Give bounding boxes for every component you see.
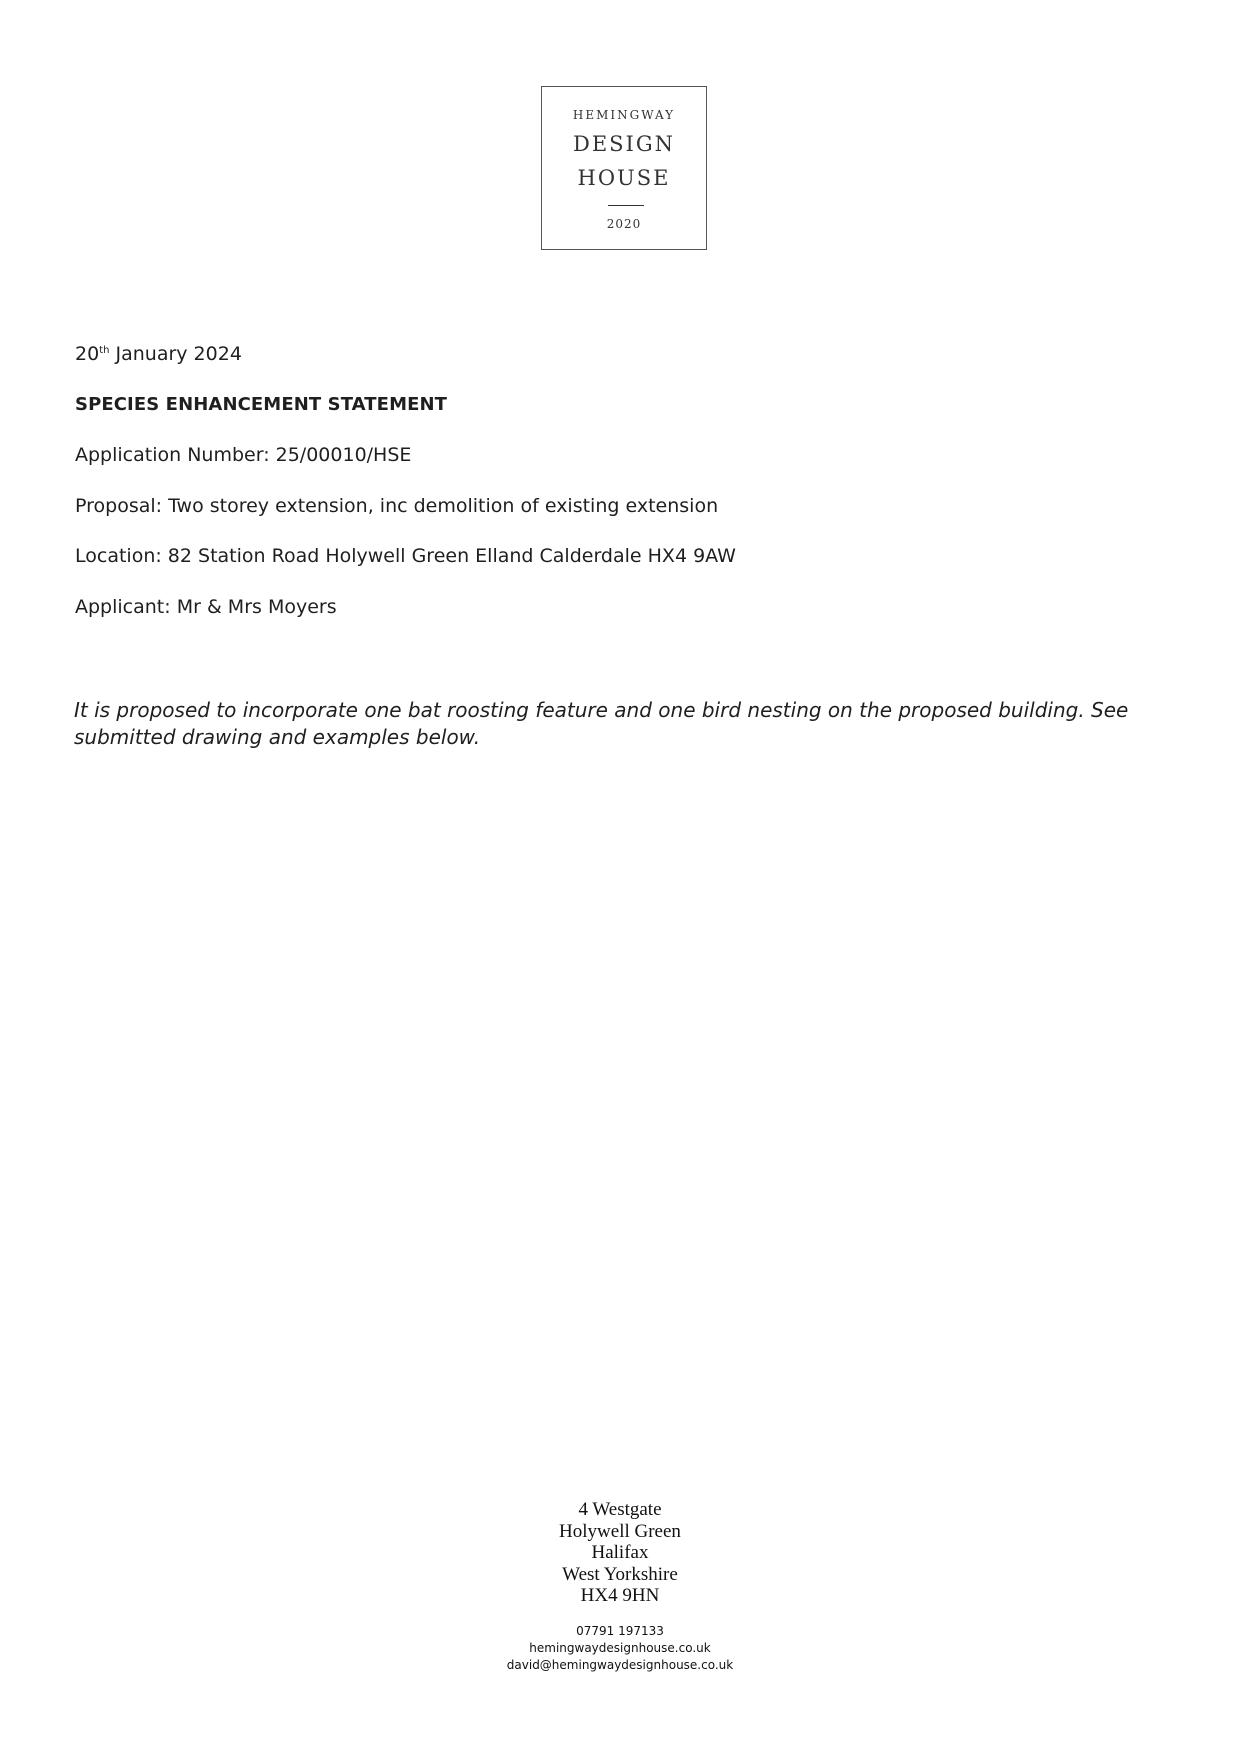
date-month-year: January 2024 (109, 343, 242, 365)
footer-phone: 07791 197133 (576, 1624, 664, 1638)
statement-heading: SPECIES ENHANCEMENT STATEMENT (75, 394, 448, 415)
address-line: Holywell Green (559, 1520, 681, 1542)
logo-year: 2020 (606, 217, 642, 231)
logo-line-hemingway: HEMINGWAY (572, 108, 676, 122)
proposal: Proposal: Two storey extension, inc demolition of existing extension (75, 495, 719, 517)
application-number: Application Number: 25/00010/HSE (75, 444, 412, 466)
address-line: 4 Westgate (578, 1499, 662, 1520)
date-suffix: th (99, 345, 110, 356)
address-line: West Yorkshire (562, 1563, 678, 1585)
applicant: Applicant: Mr & Mrs Moyers (75, 596, 337, 618)
footer-address (420, 1499, 820, 1607)
address-line: Halifax (591, 1542, 649, 1563)
address-line: HX4 9HN (580, 1585, 660, 1606)
footer-contact (420, 1623, 820, 1674)
footer-email[interactable]: david@hemingwaydesignhouse.co.uk (506, 1658, 734, 1672)
statement-paragraph: It is proposed to incorporate one bat roosting feature and one bird nesting on the proposed building. See submitted drawing and examples below. (74, 698, 1129, 749)
logo-divider (608, 205, 644, 206)
footer-website[interactable]: hemingwaydesignhouse.co.uk (529, 1641, 711, 1655)
company-logo (541, 86, 707, 250)
logo-line-house: HOUSE (577, 166, 671, 190)
logo-line-design: DESIGN (573, 132, 675, 156)
date-day: 20 (75, 343, 100, 365)
location: Location: 82 Station Road Holywell Green Elland Calderdale HX4 9AW (75, 545, 736, 567)
letter-date (75, 342, 242, 366)
